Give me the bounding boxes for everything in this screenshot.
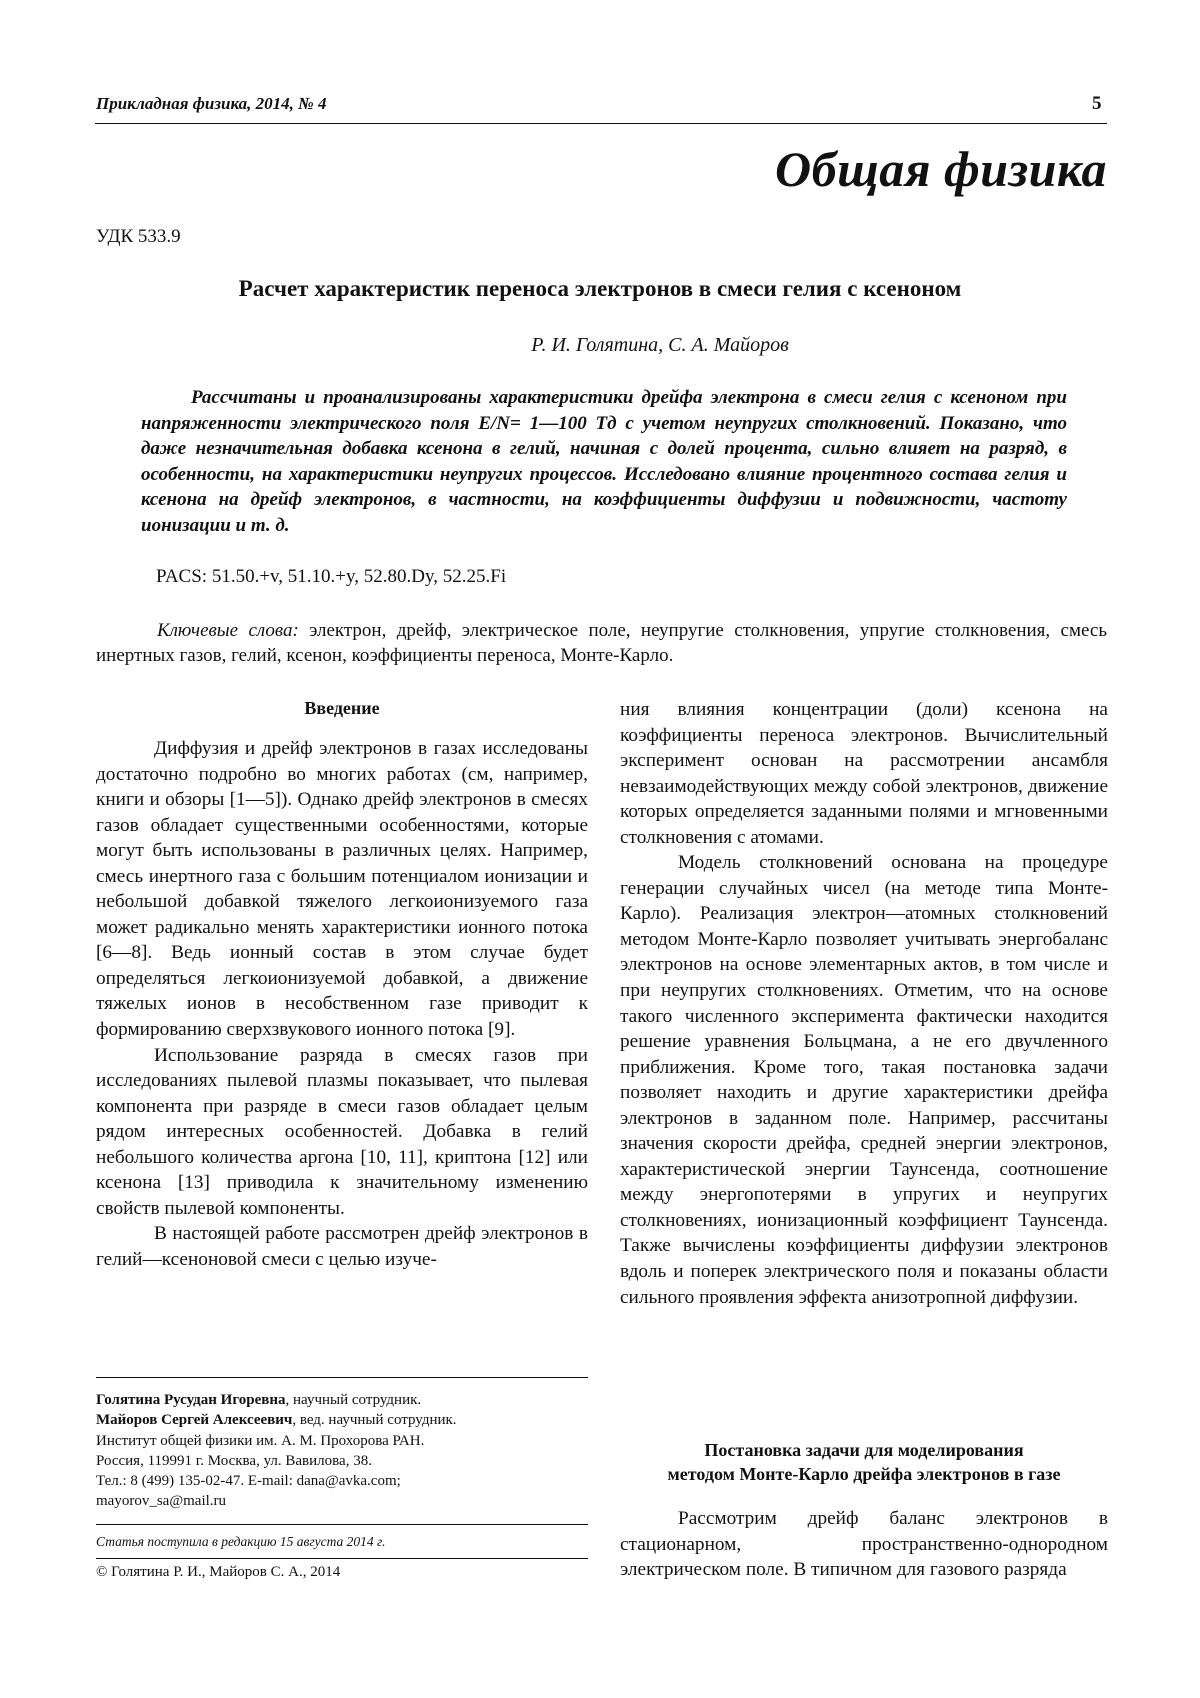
setup-paragraph: Рассмотрим дрейф баланс электронов в стационарном, пространственно-однородном электрическом поле. В типичном для газового разряда	[620, 1508, 1108, 1581]
setup-heading	[620, 1438, 1108, 1486]
right-paragraph-1: ния влияния концентрации (доли) ксенона на коэффициенты переноса электронов. Вычислительный эксперимент основан на рассмотрении ансамбля невзаимодействующих между собой электронов, движение которых определяется заданными полями и мгновенными столкновения с атомами.	[620, 699, 1108, 848]
intro-paragraph-1: Диффузия и дрейф электронов в газах исследованы достаточно подробно во многих работах (см, например, книги и обзоры [1—5]). Однако дрейф электронов в смесях газов обладает существенными особенностями, которые могут быть использованы в различных целях. Например, смесь инертного газа с большим потенциалом ионизации и небольшой добавкой тяжелого легкоионизуемого газа может радикально менять характеристики ионного потока [6—8]. Ведь ионный состав в этом случае будет определяться легкоионизуемой добавкой, а движение тяжелых ионов в несобственном газе приводит к формированию сверхзвукового ионного потока [9].	[96, 738, 588, 1041]
right-column-text	[620, 697, 1108, 1310]
pacs-codes: PACS: 51.50.+v, 51.10.+y, 52.80.Dy, 52.25.Fi	[156, 566, 507, 587]
keywords-text: электрон, дрейф, электрическое поле, неупругие столкновения, упругие столкновения, смесь инертных газов, гелий, ксенон, коэффициенты переноса, Монте-Карло.	[96, 620, 1107, 666]
intro-text	[96, 736, 588, 1272]
author1-role: , научный сотрудник.	[285, 1392, 422, 1408]
setup-heading-line2: методом Монте-Карло дрейфа электронов в газе	[667, 1464, 1061, 1484]
email: mayorov_sa@mail.ru	[96, 1493, 227, 1510]
footnote-rule	[96, 1377, 588, 1378]
keywords-label: Ключевые слова:	[157, 620, 299, 641]
address: Россия, 119991 г. Москва, ул. Вавилова, 38.	[96, 1452, 372, 1469]
authors: Р. И. Голятина, С. А. Майоров	[531, 334, 789, 356]
header-rule	[95, 123, 1107, 124]
institute: Институт общей физики им. А. М. Прохорова РАН.	[96, 1432, 425, 1449]
copyright: © Голятина Р. И., Майоров С. А., 2014	[96, 1564, 341, 1580]
section-title: Общая физика	[775, 141, 1107, 197]
received-date: Статья поступила в редакцию 15 августа 2014 г.	[96, 1534, 386, 1549]
abstract: Рассчитаны и проанализированы характеристики дрейфа электрона в смеси гелия с ксеноном при напряженности электрического поля E/N= 1—100 Тд с учетом неупругих столкновений. Показано, что даже незначительная добавка ксенона в гелий, начиная с долей процента, сильно влияет на разряд, в особенности, на характеристики неупругих процессов. Исследовано влияние процентного состава гелия и ксенона на дрейф электронов, в частности, на коэффициенты диффузии и подвижности, частоту ионизации и т. д.	[141, 387, 1067, 536]
setup-text	[620, 1506, 1108, 1583]
intro-paragraph-3: В настоящей работе рассмотрен дрейф электронов в гелий—ксеноновой смеси с целью изуче-	[96, 1223, 588, 1270]
paper-title: Расчет характеристик переноса электронов в смеси гелия с ксеноном	[238, 276, 962, 301]
keywords	[96, 618, 1107, 668]
udk-code: УДК 533.9	[96, 226, 181, 247]
intro-heading: Введение	[304, 698, 380, 718]
page-number: 5	[1092, 93, 1102, 114]
contacts: Тел.: 8 (499) 135-02-47. E-mail: dana@avka.com;	[96, 1473, 401, 1490]
author1-name: Голятина Русудан Игоревна	[96, 1392, 286, 1408]
author-affiliation	[96, 1390, 588, 1512]
setup-heading-line1: Постановка задачи для моделирования	[704, 1440, 1024, 1460]
right-paragraph-2: Модель столкновений основана на процедуре генерации случайных чисел (на методе типа Монте-Карло). Реализация электрон—атомных столкновений методом Монте-Карло позволяет учитывать энергобаланс электронов на основе элементарных актов, в том числе и при неупругих столкновениях. Отметим, что на основе такого численного эксперимента фактически находится решение уравнения Больцмана, а не его двучленного приближения. Кроме того, такая постановка задачи позволяет находить и другие характеристики дрейфа электронов в заданном поле. Например, рассчитаны значения скорости дрейфа, средней энергии электронов, характеристической энергии Таунсенда, соотношение между энергопотерями в упругих и неупругих столкновениях, ионизационный коэффициент Таунсенда. Также вычислены коэффициенты диффузии электронов вдоль и поперек электрического поля и показаны области сильного проявления эффекта анизотропной диффузии.	[620, 852, 1108, 1308]
author2-role: , вед. научный сотрудник.	[292, 1412, 457, 1429]
copyright-rule	[96, 1558, 588, 1559]
received-rule	[96, 1524, 588, 1525]
intro-paragraph-2: Использование разряда в смесях газов при исследованиях пылевой плазмы показывает, что пылевая компонента при разряде в смеси газов обладает целым рядом интересных особенностей. Добавка в гелий небольшого количества аргона [10, 11], криптона [12] или ксенона [13] приводила к значительному изменению свойств пылевой компоненты.	[96, 1044, 588, 1219]
running-head: Прикладная физика, 2014, № 4	[96, 94, 327, 113]
author2-name: Майоров Сергей Алексеевич	[96, 1412, 293, 1429]
